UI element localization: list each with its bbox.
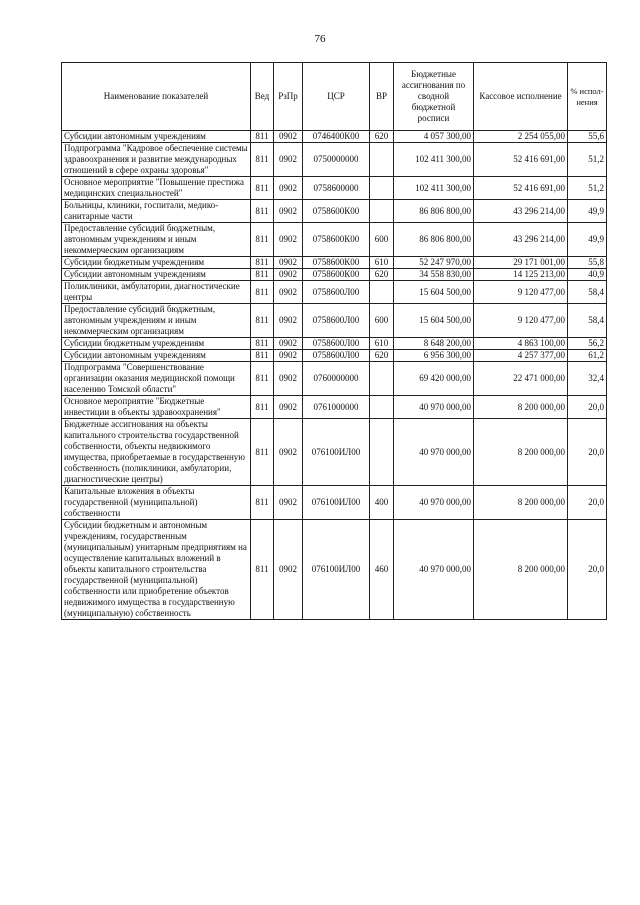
table-row	[62, 419, 607, 486]
cell-csr: 0760000000	[303, 362, 370, 396]
cell-ved: 811	[251, 520, 274, 620]
header-name: Наименование показателей	[62, 63, 251, 131]
cell-rzpr: 0902	[274, 362, 303, 396]
cell-plan: 4 057 300,00	[394, 131, 474, 143]
cell-name: Основное мероприятие "Повышение престижа медицинских специальностей"	[62, 177, 251, 200]
cell-rzpr: 0902	[274, 131, 303, 143]
cell-csr: 0758600К00	[303, 269, 370, 281]
cell-ved: 811	[251, 350, 274, 362]
cell-plan: 40 970 000,00	[394, 396, 474, 419]
cell-pct: 58,4	[568, 281, 607, 304]
cell-rzpr: 0902	[274, 269, 303, 281]
cell-cash: 22 471 000,00	[474, 362, 568, 396]
cell-name: Субсидии бюджетным учреждениям	[62, 338, 251, 350]
cell-pct: 49,9	[568, 200, 607, 223]
cell-pct: 32,4	[568, 362, 607, 396]
cell-plan: 8 648 200,00	[394, 338, 474, 350]
cell-rzpr: 0902	[274, 304, 303, 338]
cell-vr	[370, 362, 394, 396]
cell-cash: 29 171 001,00	[474, 257, 568, 269]
table-row	[62, 338, 607, 350]
cell-rzpr: 0902	[274, 486, 303, 520]
budget-execution-table	[61, 62, 607, 620]
cell-cash: 52 416 691,00	[474, 143, 568, 177]
cell-cash: 43 296 214,00	[474, 200, 568, 223]
cell-cash: 8 200 000,00	[474, 419, 568, 486]
cell-csr: 0758600Л00	[303, 304, 370, 338]
cell-plan: 86 806 800,00	[394, 223, 474, 257]
cell-csr: 0758600Л00	[303, 281, 370, 304]
cell-rzpr: 0902	[274, 396, 303, 419]
cell-name: Бюджетные ассигнования на объекты капитального строительства государственной собственности, объекты недвижимого имущества, приобретаемые в государственную собственность (поликлиники, амбулатории, диагностические центры)	[62, 419, 251, 486]
header-cash: Кассовое исполнение	[474, 63, 568, 131]
cell-vr: 610	[370, 257, 394, 269]
cell-name: Основное мероприятие "Бюджетные инвестиции в объекты здравоохранения"	[62, 396, 251, 419]
cell-ved: 811	[251, 200, 274, 223]
header-plan: Бюджетные ассигнования по сводной бюджетной росписи	[394, 63, 474, 131]
cell-pct: 55,8	[568, 257, 607, 269]
cell-plan: 15 604 500,00	[394, 281, 474, 304]
cell-rzpr: 0902	[274, 281, 303, 304]
cell-csr: 0750000000	[303, 143, 370, 177]
cell-vr: 460	[370, 520, 394, 620]
cell-cash: 8 200 000,00	[474, 520, 568, 620]
cell-name: Субсидии автономным учреждениям	[62, 131, 251, 143]
table-row	[62, 520, 607, 620]
cell-name: Субсидии бюджетным и автономным учреждениям, государственным (муниципальным) унитарным предприятиям на осуществление капитальных вложений в объекты капитального строительства государственной (муниципальной) собственности или приобретение объектов недвижимого имущества в государственную (муниципальную) собственность	[62, 520, 251, 620]
cell-plan: 102 411 300,00	[394, 143, 474, 177]
cell-plan: 69 420 000,00	[394, 362, 474, 396]
cell-cash: 8 200 000,00	[474, 396, 568, 419]
cell-name: Субсидии бюджетным учреждениям	[62, 257, 251, 269]
cell-pct: 49,9	[568, 223, 607, 257]
cell-vr	[370, 419, 394, 486]
cell-rzpr: 0902	[274, 419, 303, 486]
cell-rzpr: 0902	[274, 143, 303, 177]
cell-csr: 076100ИЛ00	[303, 486, 370, 520]
cell-pct: 58,4	[568, 304, 607, 338]
table-row	[62, 486, 607, 520]
cell-plan: 6 956 300,00	[394, 350, 474, 362]
cell-pct: 61,2	[568, 350, 607, 362]
cell-rzpr: 0902	[274, 200, 303, 223]
cell-vr: 620	[370, 269, 394, 281]
cell-vr	[370, 143, 394, 177]
cell-csr: 0758600К00	[303, 200, 370, 223]
cell-cash: 8 200 000,00	[474, 486, 568, 520]
cell-name: Подпрограмма "Кадровое обеспечение системы здравоохранения и развитие международных отношений в сфере охраны здоровья"	[62, 143, 251, 177]
cell-cash: 4 863 100,00	[474, 338, 568, 350]
cell-rzpr: 0902	[274, 223, 303, 257]
cell-rzpr: 0902	[274, 350, 303, 362]
header-pct: % испол-нения	[568, 63, 607, 131]
cell-ved: 811	[251, 486, 274, 520]
cell-ved: 811	[251, 419, 274, 486]
table-row	[62, 131, 607, 143]
cell-vr: 620	[370, 350, 394, 362]
cell-ved: 811	[251, 281, 274, 304]
cell-pct: 51,2	[568, 143, 607, 177]
cell-ved: 811	[251, 223, 274, 257]
cell-vr: 600	[370, 223, 394, 257]
table-row	[62, 362, 607, 396]
cell-rzpr: 0902	[274, 520, 303, 620]
cell-vr: 610	[370, 338, 394, 350]
table-row	[62, 200, 607, 223]
table-row	[62, 304, 607, 338]
cell-name: Предоставление субсидий бюджетным, автономным учреждениям и иным некоммерческим организациям	[62, 223, 251, 257]
cell-plan: 86 806 800,00	[394, 200, 474, 223]
cell-vr: 600	[370, 304, 394, 338]
cell-plan: 40 970 000,00	[394, 520, 474, 620]
cell-plan: 52 247 970,00	[394, 257, 474, 269]
header-vr: ВР	[370, 63, 394, 131]
header-csr: ЦСР	[303, 63, 370, 131]
cell-csr: 0758600000	[303, 177, 370, 200]
cell-pct: 20,0	[568, 520, 607, 620]
cell-rzpr: 0902	[274, 177, 303, 200]
cell-csr: 076100ИЛ00	[303, 520, 370, 620]
table-row	[62, 257, 607, 269]
cell-csr: 076100ИЛ00	[303, 419, 370, 486]
cell-csr: 0761000000	[303, 396, 370, 419]
cell-name: Субсидии автономным учреждениям	[62, 269, 251, 281]
cell-name: Предоставление субсидий бюджетным, автономным учреждениям и иным некоммерческим организациям	[62, 304, 251, 338]
cell-pct: 20,0	[568, 419, 607, 486]
cell-vr: 620	[370, 131, 394, 143]
cell-name: Капитальные вложения в объекты государственной (муниципальной) собственности	[62, 486, 251, 520]
cell-vr	[370, 200, 394, 223]
cell-ved: 811	[251, 338, 274, 350]
cell-pct: 56,2	[568, 338, 607, 350]
cell-vr	[370, 281, 394, 304]
cell-cash: 52 416 691,00	[474, 177, 568, 200]
cell-plan: 40 970 000,00	[394, 419, 474, 486]
cell-ved: 811	[251, 396, 274, 419]
cell-name: Поликлиники, амбулатории, диагностические центры	[62, 281, 251, 304]
cell-ved: 811	[251, 304, 274, 338]
cell-rzpr: 0902	[274, 257, 303, 269]
cell-ved: 811	[251, 362, 274, 396]
cell-cash: 43 296 214,00	[474, 223, 568, 257]
table-row	[62, 223, 607, 257]
cell-name: Подпрограмма "Совершенствование организации оказания медицинской помощи населению Томской области"	[62, 362, 251, 396]
cell-cash: 9 120 477,00	[474, 281, 568, 304]
table-row	[62, 281, 607, 304]
table-row	[62, 177, 607, 200]
cell-ved: 811	[251, 269, 274, 281]
cell-plan: 102 411 300,00	[394, 177, 474, 200]
cell-name: Субсидии автономным учреждениям	[62, 350, 251, 362]
cell-csr: 0758600Л00	[303, 350, 370, 362]
cell-rzpr: 0902	[274, 338, 303, 350]
header-rzpr: РзПр	[274, 63, 303, 131]
cell-plan: 34 558 830,00	[394, 269, 474, 281]
cell-vr	[370, 396, 394, 419]
cell-name: Больницы, клиники, госпитали, медико-санитарные части	[62, 200, 251, 223]
cell-cash: 4 257 377,00	[474, 350, 568, 362]
table-row	[62, 396, 607, 419]
cell-cash: 14 125 213,00	[474, 269, 568, 281]
table-body	[62, 131, 607, 620]
budget-table-container	[61, 62, 606, 620]
cell-ved: 811	[251, 131, 274, 143]
cell-pct: 40,9	[568, 269, 607, 281]
page-number: 76	[314, 33, 326, 45]
cell-ved: 811	[251, 143, 274, 177]
cell-csr: 0758600К00	[303, 257, 370, 269]
cell-cash: 2 254 055,00	[474, 131, 568, 143]
cell-ved: 811	[251, 257, 274, 269]
cell-pct: 55,6	[568, 131, 607, 143]
cell-csr: 0746400К00	[303, 131, 370, 143]
header-ved: Вед	[251, 63, 274, 131]
cell-vr	[370, 177, 394, 200]
table-row	[62, 350, 607, 362]
cell-pct: 20,0	[568, 396, 607, 419]
cell-pct: 20,0	[568, 486, 607, 520]
cell-ved: 811	[251, 177, 274, 200]
cell-pct: 51,2	[568, 177, 607, 200]
cell-csr: 0758600К00	[303, 223, 370, 257]
table-row	[62, 143, 607, 177]
cell-vr: 400	[370, 486, 394, 520]
cell-cash: 9 120 477,00	[474, 304, 568, 338]
table-row	[62, 269, 607, 281]
cell-plan: 40 970 000,00	[394, 486, 474, 520]
cell-csr: 0758600Л00	[303, 338, 370, 350]
table-header-row	[62, 63, 607, 131]
cell-plan: 15 604 500,00	[394, 304, 474, 338]
